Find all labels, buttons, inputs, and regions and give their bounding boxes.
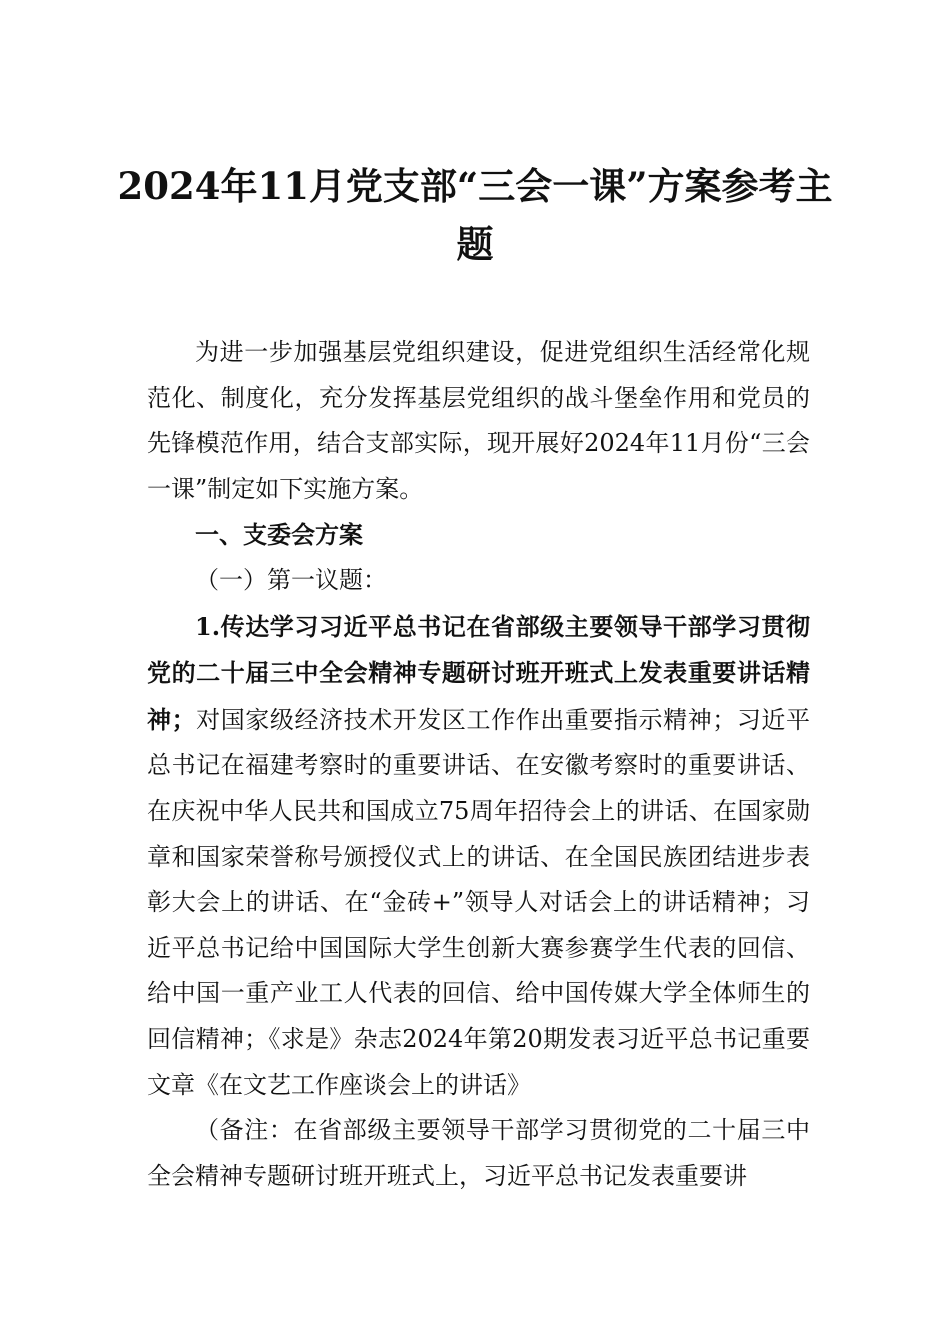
item-body-text: 对国家级经济技术开发区工作作出重要指示精神；习近平总书记在福建考察时的重要讲话、在安徽考察时的重要讲话、在庆祝中华人民共和国成立75周年招待会上的讲话、在国家勋章和国家荣誉称号颁授仪式上的讲话、在全国民族团结进步表彰大会上的讲话、在“金砖+”领导人对话会上的讲话精神；习近平总书记给中国国际大学生创新大赛参赛学生代表的回信、给中国一重产业工人代表的回信、给中国传媒大学全体师生的回信精神；《求是》杂志2024年第20期发表习近平总书记重要文章《在文艺工作座谈会上的讲话》: [147, 705, 810, 1099]
note-paragraph: （备注：在省部级主要领导干部学习贯彻党的二十届三中全会精神专题研讨班开班式上，习近平总书记发表重要讲: [147, 1116, 810, 1190]
document-title: 2024年11月党支部“三会一课”方案参考主题: [117, 164, 833, 266]
section-heading: 一、支委会方案: [195, 520, 363, 550]
item-paragraph: [147, 604, 810, 1109]
intro-paragraph: 为进一步加强基层党组织建设，促进党组织生活经常化规范化、制度化，充分发挥基层党组织的战斗堡垒作用和党员的先锋模范作用，结合支部实际，现开展好2024年11月份“三会一课”制定如下实施方案。: [147, 338, 810, 503]
document-body: [147, 330, 810, 1199]
subsection-heading: （一）第一议题：: [195, 565, 387, 594]
item-bold-text: 1.传达学习习近平总书记在省部级主要领导干部学习贯彻党的二十届三中全会精神专题研讨班开班式上发表重要讲话精神；: [147, 611, 810, 734]
